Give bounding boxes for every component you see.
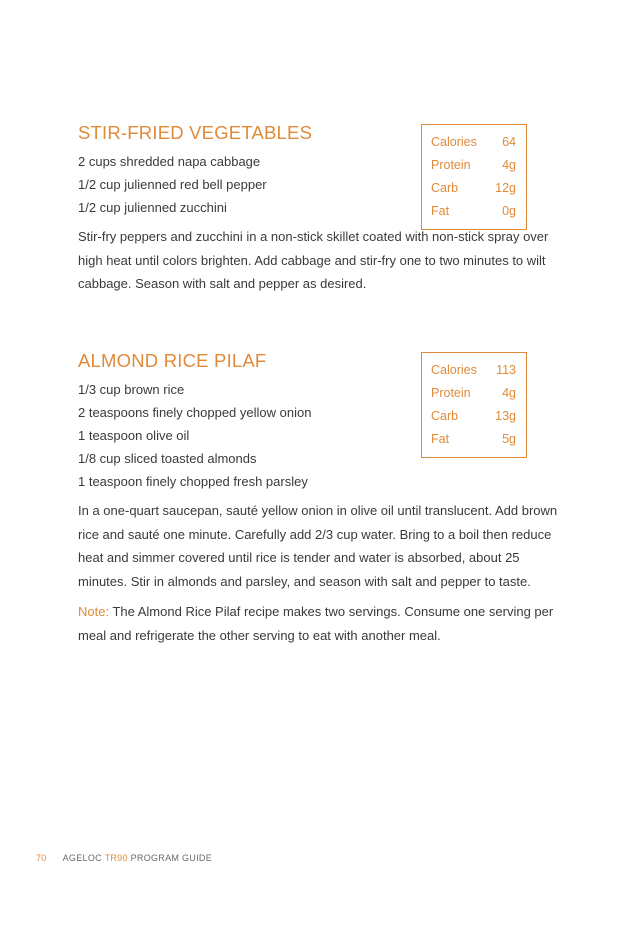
ingredient-item: 1 teaspoon olive oil <box>78 428 190 443</box>
nutrition-row-fat <box>431 428 516 451</box>
recipe-title: STIR-FRIED VEGETABLES <box>78 122 313 143</box>
ingredient-item: 1/2 cup julienned zucchini <box>78 200 227 215</box>
nutrition-value: 113 <box>496 363 516 377</box>
nutrition-label: Protein <box>431 158 471 172</box>
nutrition-value: 4g <box>502 386 516 400</box>
footer-brand-prefix: AGELOC <box>62 853 105 863</box>
nutrition-value: 4g <box>502 158 516 172</box>
footer-brand-suffix: PROGRAM GUIDE <box>127 853 213 863</box>
nutrition-row-fat <box>431 200 516 223</box>
nutrition-label: Carb <box>431 409 459 423</box>
nutrition-label: Protein <box>431 386 471 400</box>
ingredient-item: 1/3 cup brown rice <box>78 382 185 397</box>
page-number: 70 <box>36 853 47 863</box>
nutrition-value: 5g <box>502 432 516 446</box>
nutrition-value: 12g <box>495 181 516 195</box>
nutrition-value: 0g <box>502 204 516 218</box>
recipe-instructions: Stir-fry peppers and zucchini in a non-stick skillet coated with non-stick spray over high heat until colors brighten. Add cabbage and stir-fry one to two minutes to wilt cabbage. Season with salt and pepper as desired. <box>78 229 549 291</box>
nutrition-row-protein <box>431 382 516 405</box>
ingredient-item: 1/2 cup julienned red bell pepper <box>78 177 267 192</box>
nutrition-row-carb <box>431 405 516 428</box>
page-footer <box>36 853 212 863</box>
nutrition-row-carb <box>431 177 516 200</box>
nutrition-row-calories <box>431 131 516 154</box>
ingredient-item: 1 teaspoon finely chopped fresh parsley <box>78 474 308 489</box>
recipe-instructions: In a one-quart saucepan, sauté yellow onion in olive oil until translucent. Add brown rice and sauté one minute. Carefully add 2/3 cup water. Bring to a boil then reduce heat and simmer covered until rice is tender and water is absorbed, about 25 minutes. Stir in almonds and parsley, and season with salt and pepper to taste. <box>78 503 558 589</box>
footer-brand-accent: TR90 <box>104 853 128 863</box>
ingredient-item: 2 teaspoons finely chopped yellow onion <box>78 405 312 420</box>
recipe-stir-fried-vegetables <box>78 122 568 296</box>
ingredient-item: 2 cups shredded napa cabbage <box>78 154 261 169</box>
note-label: Note: <box>78 604 110 619</box>
ingredient-item: 1/8 cup sliced toasted almonds <box>78 451 257 466</box>
nutrition-row-protein <box>431 154 516 177</box>
nutrition-row-calories <box>431 359 516 382</box>
note-text: The Almond Rice Pilaf recipe makes two servings. Consume one serving per meal and refrigerate the other serving to eat with another meal. <box>78 604 554 643</box>
nutrition-label: Calories <box>431 135 477 149</box>
nutrition-box <box>421 352 527 458</box>
recipe-note <box>78 600 568 647</box>
nutrition-label: Fat <box>431 204 450 218</box>
nutrition-box <box>421 124 527 230</box>
nutrition-label: Fat <box>431 432 450 446</box>
nutrition-label: Carb <box>431 181 459 195</box>
recipe-almond-rice-pilaf <box>78 350 568 647</box>
nutrition-value: 13g <box>495 409 516 423</box>
nutrition-value: 64 <box>502 135 516 149</box>
recipe-title: ALMOND RICE PILAF <box>78 350 267 371</box>
nutrition-label: Calories <box>431 363 477 377</box>
